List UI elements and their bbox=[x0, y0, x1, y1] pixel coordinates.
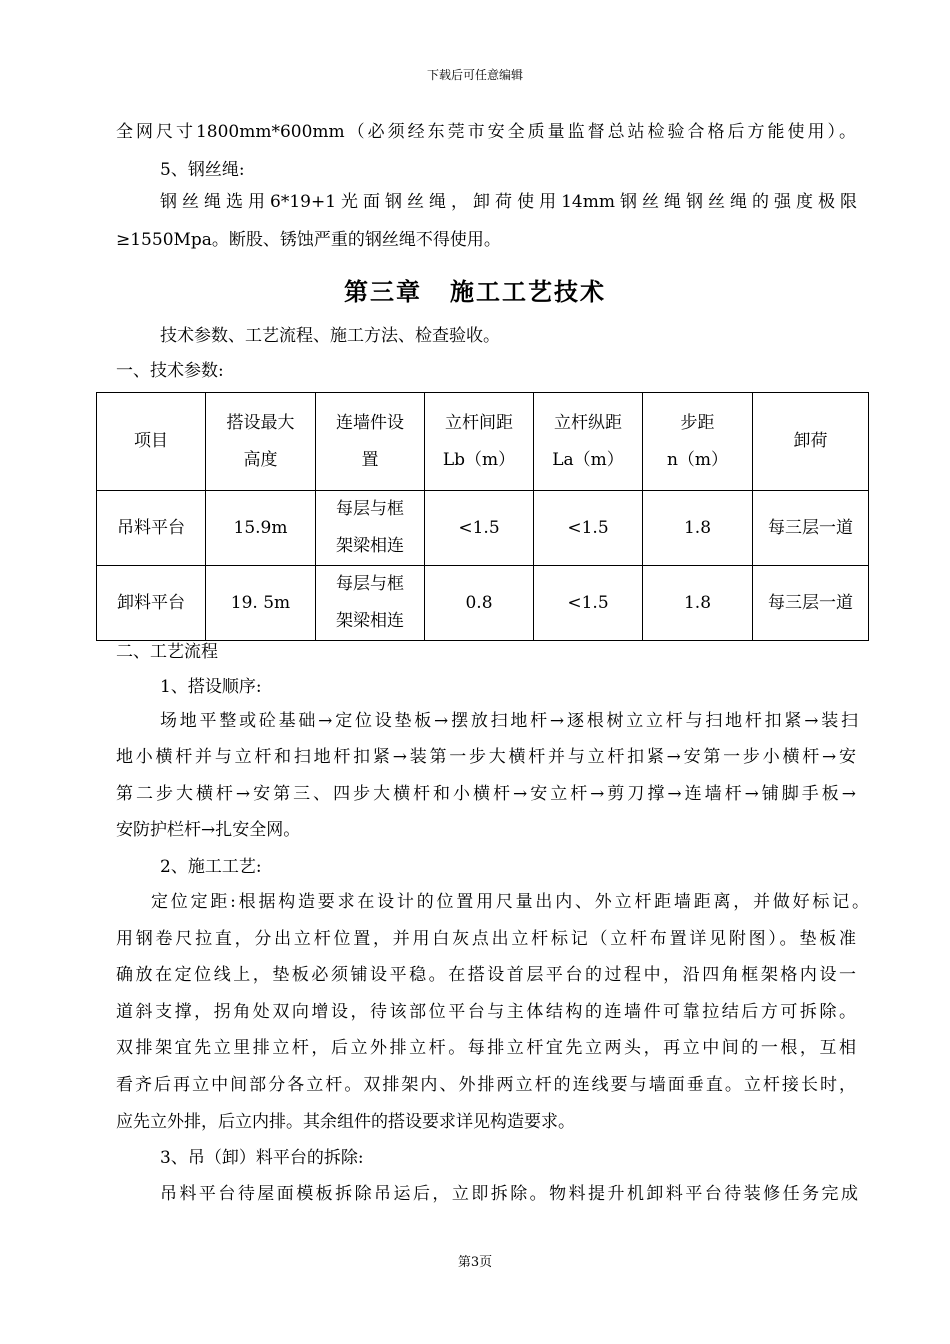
table-cell: 每三层一道 bbox=[753, 491, 869, 566]
table-cell: 0.8 bbox=[425, 566, 534, 641]
chapter-name: 施工工艺技术 bbox=[450, 277, 606, 306]
table-cell: 每三层一道 bbox=[753, 566, 869, 641]
table-cell: 15.9m bbox=[206, 491, 316, 566]
table-cell: <1.5 bbox=[425, 491, 534, 566]
table-cell: 1.8 bbox=[643, 566, 753, 641]
paragraph-line: 双排架宜先立里排立杆，后立外排立杆。每排立杆宜先立两头，再立中间的一根，互相 bbox=[116, 1038, 856, 1058]
paragraph-line: 确放在定位线上，垫板必须铺设平稳。在搭设首层平台的过程中，沿四角框架格内设一 bbox=[116, 965, 856, 985]
table-header-cell: 搭设最大 高度 bbox=[206, 393, 316, 491]
item-heading: 2、施工工艺: bbox=[160, 857, 262, 877]
paragraph-line: 用钢卷尺拉直，分出立杆位置，并用白灰点出立杆标记（立杆布置详见附图）。垫板准 bbox=[116, 929, 856, 949]
table-cell: 吊料平台 bbox=[97, 491, 206, 566]
chapter-intro: 技术参数、工艺流程、施工方法、检查验收。 bbox=[160, 326, 500, 346]
chapter-number: 第三章 bbox=[344, 277, 422, 306]
table-header-cell: 连墙件设 置 bbox=[316, 393, 425, 491]
paragraph-line: ≥1550Mpa。断股、锈蚀严重的钢丝绳不得使用。 bbox=[116, 230, 501, 250]
paragraph-line: 场地平整或砼基础→定位设垫板→摆放扫地杆→逐根树立立杆与扫地杆扣紧→装扫 bbox=[160, 711, 858, 731]
table-header-cell: 项目 bbox=[97, 393, 206, 491]
paragraph-line: 定位定距:根据构造要求在设计的位置用尺量出内、外立杆距墙距离，并做好标记。 bbox=[151, 892, 869, 912]
paragraph-line: 应先立外排，后立内排。其余组件的搭设要求详见构造要求。 bbox=[116, 1112, 575, 1132]
paragraph-line: 全网尺寸1800mm*600mm（必须经东莞市安全质量监督总站检验合格后方能使用）。 bbox=[116, 122, 856, 142]
table-cell: <1.5 bbox=[534, 566, 643, 641]
page-header: 下载后可任意编辑 bbox=[426, 68, 523, 82]
item-heading: 3、吊（卸）料平台的拆除: bbox=[160, 1148, 364, 1168]
section-heading: 二、工艺流程 bbox=[116, 642, 218, 662]
table-cell: 1.8 bbox=[643, 491, 753, 566]
technical-parameters-table bbox=[96, 392, 869, 641]
table-cell: 每层与框 架梁相连 bbox=[316, 491, 425, 566]
paragraph-line: 地小横杆并与立杆和扫地杆扣紧→装第一步大横杆并与立杆扣紧→安第一步小横杆→安 bbox=[116, 747, 856, 767]
table-header-cell: 卸荷 bbox=[753, 393, 869, 491]
table-row bbox=[97, 491, 869, 566]
table-cell: <1.5 bbox=[534, 491, 643, 566]
chapter-title bbox=[0, 272, 950, 307]
item-heading: 5、钢丝绳: bbox=[160, 160, 245, 180]
table-header-cell: 立杆间距 Lb（m） bbox=[425, 393, 534, 491]
table-header-cell: 立杆纵距 La（m） bbox=[534, 393, 643, 491]
page-number: 第3页 bbox=[457, 1255, 493, 1270]
paragraph-line: 安防护栏杆→扎安全网。 bbox=[116, 820, 301, 840]
table-cell: 每层与框 架梁相连 bbox=[316, 566, 425, 641]
table-cell: 卸料平台 bbox=[97, 566, 206, 641]
section-heading: 一、技术参数: bbox=[116, 361, 224, 381]
table-cell: 19. 5m bbox=[206, 566, 316, 641]
table-row bbox=[97, 566, 869, 641]
item-heading: 1、搭设顺序: bbox=[160, 677, 262, 697]
paragraph-line: 钢丝绳选用6*19+1光面钢丝绳，卸荷使用14mm钢丝绳钢丝绳的强度极限 bbox=[160, 192, 857, 212]
paragraph-line: 看齐后再立中间部分各立杆。双排架内、外排两立杆的连线要与墙面垂直。立杆接长时， bbox=[116, 1075, 856, 1095]
table-header-cell: 步距 n（m） bbox=[643, 393, 753, 491]
paragraph-line: 道斜支撑，拐角处双向增设，待该部位平台与主体结构的连墙件可靠拉结后方可拆除。 bbox=[116, 1002, 856, 1022]
paragraph-line: 吊料平台待屋面模板拆除吊运后，立即拆除。物料提升机卸料平台待装修任务完成 bbox=[160, 1184, 858, 1204]
table-header-row bbox=[97, 393, 869, 491]
paragraph-line: 第二步大横杆→安第三、四步大横杆和小横杆→安立杆→剪刀撑→连墙杆→铺脚手板→ bbox=[116, 784, 856, 804]
